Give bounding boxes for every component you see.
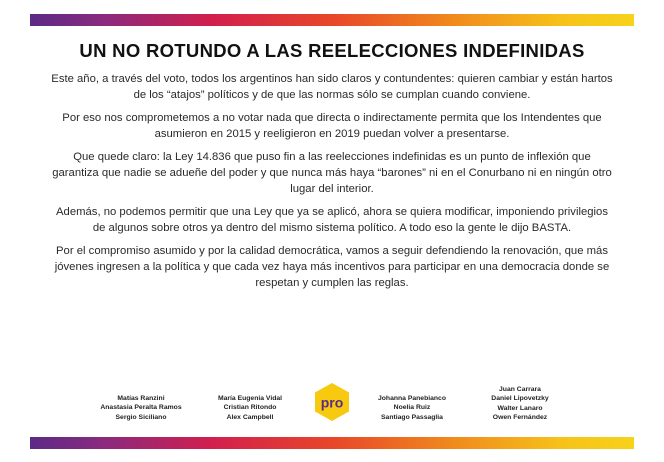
signer-group-3 <box>362 394 462 422</box>
top-gradient-bar <box>30 14 634 26</box>
signer-name: María Eugenia Vidal <box>217 395 283 402</box>
logo-text: pro <box>320 394 344 411</box>
signer-name: Sergio Siciliano <box>115 413 167 421</box>
statement-body <box>50 72 614 299</box>
signer-name: Owen Fernández <box>492 413 548 421</box>
signer-group-2 <box>200 394 300 422</box>
paragraph-1: Este año, a través del voto, todos los argentinos han sido claros y contundentes: quieren cambiar y están hartos de los “atajos” políticos y de que las normas sólo se cumplan cuando conviene. <box>51 73 613 101</box>
signer-group-1 <box>82 394 200 422</box>
paragraph-5: Por el compromiso asumido y por la calidad democrática, vamos a seguir defendiendo la renovación, que más jóvenes ingresen a la política y que cada vez haya más incentivos para participar en una democracia donde se respetan y cumplen las reglas. <box>54 245 610 289</box>
paragraph-3: Que quede claro: la Ley 14.836 que puso fin a las reelecciones indefinidas es un punto de inflexión que garantiza que nadie se adueñe del poder y que nunca más haya “barones” ni en el Conurbano ni en ningún otro lugar del interior. <box>52 151 612 195</box>
signer-name: Matías Ranzini <box>117 395 165 402</box>
signer-name: Santiago Passaglia <box>381 413 443 421</box>
signer-name: Alex Campbell <box>226 413 274 421</box>
bottom-gradient-bar <box>30 437 634 449</box>
signer-name: Juan Carrara <box>499 386 541 393</box>
pro-party-logo-icon <box>312 382 352 422</box>
signer-name: Daniel Lipovetzky <box>491 395 549 403</box>
signer-group-4 <box>472 385 568 422</box>
paragraph-4: Además, no podemos permitir que una Ley que ya se aplicó, ahora se quiera modificar, imponiendo privilegios de algunos sobre otros ya dentro del mismo sistema político. A todo eso la gente le dijo BASTA. <box>56 206 608 234</box>
signer-name: Noelia Ruiz <box>393 404 431 412</box>
signer-name: Anastasia Peralta Ramos <box>100 404 182 412</box>
paragraph-2: Por eso nos comprometemos a no votar nada que directa o indirectamente permita que los Intendentes que asumieron en 2015 y reeligieron en 2019 puedan volver a presentarse. <box>62 112 602 140</box>
page-title: UN NO ROTUNDO A LAS REELECCIONES INDEFINIDAS <box>79 40 585 61</box>
signer-name: Johanna Panebianco <box>378 395 446 402</box>
signer-name: Walter Lanaro <box>497 404 543 412</box>
signer-name: Cristian Ritondo <box>223 404 277 412</box>
